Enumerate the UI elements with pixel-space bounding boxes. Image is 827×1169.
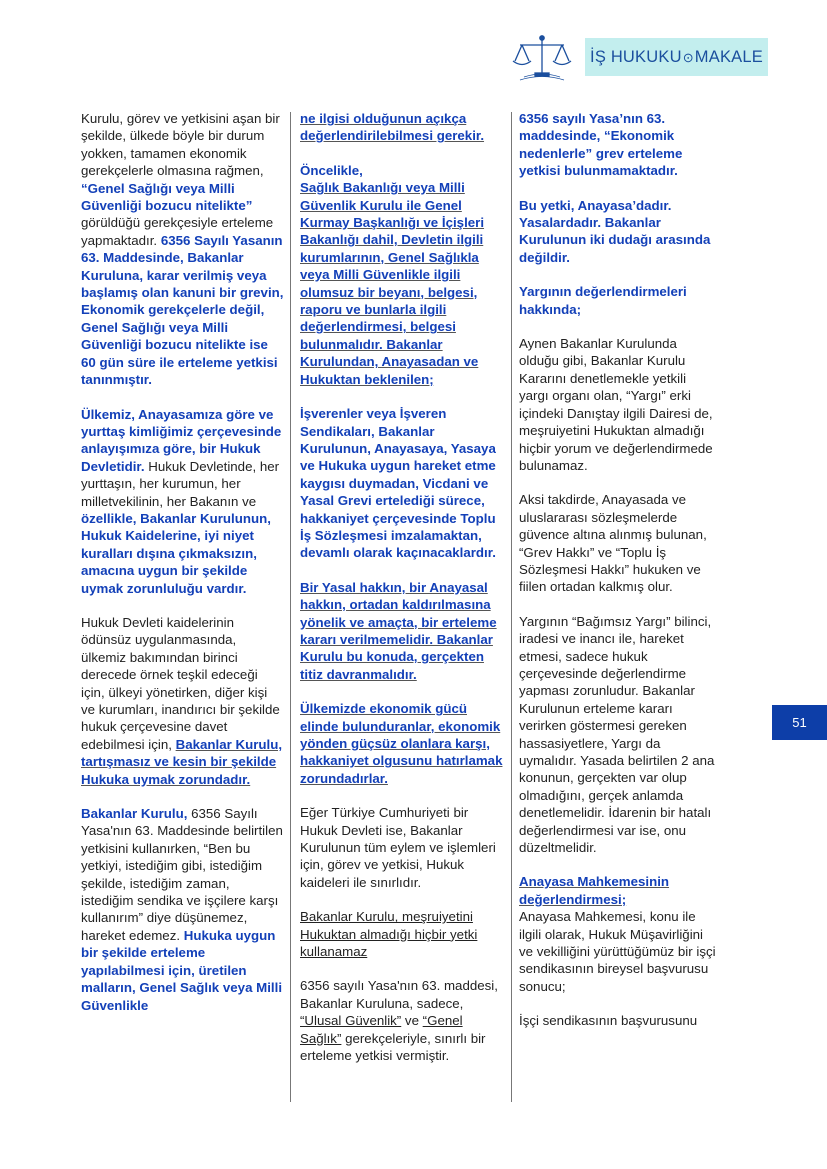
- text-run: ve: [401, 1013, 423, 1029]
- paragraph: [519, 283, 719, 318]
- text-run: ne ilgisi olduğunun açıkça değerlendirilebilmesi gerekir.: [300, 111, 485, 144]
- text-run: İşverenler veya İşveren Sendikaları, Bakanlar Kurulunun, Anayasaya, Yasaya ve Hukuka uygun hareket etme kaygısı duymadan, Vicdani ve Yasal Grevi ertelediği sürece, hakkaniyet çerçevesinde Toplu İş Sözleşmesi imzalamaktan, devamlı olarak kaçınacaklardır.: [300, 406, 496, 561]
- section-tag: [585, 38, 768, 76]
- text-run: “Genel Sağlık”: [300, 1013, 463, 1046]
- scales-of-justice-logo: [510, 33, 574, 81]
- text-run: Hukuk Devleti kaidelerinin ödünsüz uygulanmasında, ülkemiz bakımından birinci derecede örnek teşkil edeceği için, ülkeyi yönetirken, diğer kişi ve kurumları, inandırıcı bir şekilde hukuk çerçevesine davet edebilmesi için,: [81, 614, 280, 752]
- text-run: 6356 Sayılı Yasa'nın 63. Maddesinde belirtilen yetkisini kullanırken, “Ben bu yetkiyi, istediğim gibi, istediğim şekilde, istediğim zaman, istediğim sendika ve işçilere karşı kullanırım” diye düşünemez, hareket edemez.: [81, 806, 283, 943]
- column-1: [81, 110, 284, 1031]
- paragraph: [300, 908, 506, 960]
- paragraph: [81, 110, 284, 389]
- text-run: 6356 sayılı Yasa'nın 63. maddesi, Bakanlar Kuruluna, sadece,: [300, 978, 498, 1011]
- section-tag-part2: MAKALE: [694, 48, 763, 66]
- section-tag-part1: İŞ HUKUKU: [590, 48, 682, 66]
- text-run: Kurulu, görev ve yetkisini aşan bir şekilde, ülkede böyle bir durum yokken, tamamen ekonomik gerekçelerle olmasına rağmen,: [81, 111, 280, 179]
- text-run: Hukuka uygun bir şekilde erteleme yapılabilmesi için, üretilen malların, Genel Sağlık veya Milli Güvenlikle: [81, 927, 283, 1013]
- paragraph: [519, 197, 719, 267]
- column-2: [300, 110, 506, 1082]
- column-divider-1: [290, 112, 291, 1102]
- text-run: özellikle, Bakanlar Kurulunun, Hukuk Kaidelerine, iyi niyet kuralları dışına çıkmaksızın, amacına uygun bir şekilde uymak zorunluluğu vardır.: [81, 510, 271, 596]
- paragraph: [519, 873, 719, 995]
- paragraph: [300, 700, 506, 787]
- text-run: 6356 Sayılı Yasanın 63. Maddesinde, Bakanlar Kuruluna, karar verilmiş veya başlamış olan kanuni bir grevin, Ekonomik gerekçelerle değil, Genel Sağlığı veya Milli Güvenliği bozucu nitelikte ise 60 gün süre ile erteleme yetkisi tanınmıştır.: [81, 232, 284, 388]
- text-run: Hukuk Devletinde, her yurttaşın, her kurumun, her milletvekilinin, her Bakanın ve: [81, 458, 280, 509]
- paragraph: [519, 110, 719, 180]
- text-run: Aynen Bakanlar Kurulunda olduğu gibi, Bakanlar Kurulu Kararını denetlemekle yetkili yargı organı olan, “Yargı” erki içindeki Danıştay ilgili Dairesi de, meşruiyetini Hukuktan almadığı hiçbir yorum ve değerlendirmede bulunamaz.: [519, 336, 713, 473]
- paragraph: [300, 579, 506, 683]
- column-divider-2: [511, 112, 512, 1102]
- text-run: “Ulusal Güvenlik”: [300, 1013, 402, 1029]
- text-run: Bakanlar Kurulu, meşruiyetini Hukuktan almadığı hiçbir yetki kullanamaz: [300, 909, 478, 960]
- text-run: Aksi takdirde, Anayasada ve uluslararası sözleşmelerde güvence altına alınmış bulunan, “Grev Hakkı” ve “Toplu İş Sözleşmesi Hakkı” hukuken ve fiilen ortadan kalkmış olur.: [519, 492, 707, 595]
- paragraph: [81, 805, 284, 1014]
- paragraph: [519, 1012, 719, 1029]
- text-run: Ülkemiz, Anayasamıza göre ve yurttaş kimliğimiz çerçevesinde anlayışımıza göre, bir Hukuk Devletidir.: [81, 406, 282, 474]
- page-number-badge: 51: [772, 705, 827, 740]
- paragraph: [519, 335, 719, 474]
- text-run: “Genel Sağlığı veya Milli Güvenliği bozucu nitelikte”: [81, 180, 253, 214]
- paragraph: [81, 406, 284, 597]
- text-run: Yargının “Bağımsız Yargı” bilinci, iradesi ve inancı ile, hareket etmesi, sadece hukuk çerçevesinde değerlendirme yapması zorunludur. Bakanlar Kurulunun erteleme kararı verirken göstermesi gereken hassasiyetlere, Yargı da uymalıdır. Yasada belirtilen 2 ana konunun, gerçekten var olup olmadığını, gerçek anlamda denetlemelidir. İdarenin bir hatalı değerlendirmesi var ise, onu düzeltmelidir.: [519, 613, 715, 856]
- paragraph: [300, 804, 506, 891]
- text-run: Öncelikle,: [300, 162, 363, 178]
- paragraph: [300, 162, 506, 388]
- text-run: Bakanlar Kurulu,: [81, 806, 188, 822]
- paragraph: [300, 110, 506, 145]
- text-run: Eğer Türkiye Cumhuriyeti bir Hukuk Devleti ise, Bakanlar Kurulunun tüm eylem ve işlemleri için, görev ve yetkisi, Hukuk kaideleri ile sınırlıdır.: [300, 805, 496, 890]
- text-run: gerekçeleriyle, sınırlı bir erteleme yetkisi vermiştir.: [300, 1030, 486, 1064]
- text-run: Anayasa Mahkemesi, konu ile ilgili olarak, Hukuk Müşavirliğini ve vekilliğini yürüttüğümüz bir işçi sendikasının bireysel başvurusu sonucu;: [519, 909, 716, 994]
- section-tag-separator: ⊙: [682, 50, 694, 65]
- paragraph: [519, 613, 719, 857]
- text-run: Anayasa Mahkemesinin değerlendirmesi;: [519, 874, 670, 907]
- text-run: 6356 sayılı Yasa’nın 63. maddesinde, “Ekonomik nedenlerle” grev erteleme yetkisi bulunmamaktadır.: [519, 111, 683, 179]
- text-run: Yargının değerlendirmeleri hakkında;: [519, 284, 687, 317]
- paragraph: [300, 977, 506, 1064]
- text-run: Sağlık Bakanlığı veya Milli Güvenlik Kurulu ile Genel Kurmay Başkanlığı ve İçişleri Bakanlığı dahil, Devletin ilgili kurumlarının, Genel Sağlıkla veya Milli Güvenlikle ilgili olumsuz bir beyanı, belgesi, raporu ve bunlarla ilgili değerlendirmesi, belgesi bulunmalıdır. Bakanlar Kurulundan, Anayasadan ve Hukuktan beklenilen;: [300, 180, 485, 387]
- column-3: [519, 110, 719, 1047]
- text-run: Ülkemizde ekonomik gücü elinde bulunduranlar, ekonomik yönden güçsüz olanlara karşı, hakkaniyet olgusunu hatırlamak zorundadırlar.: [300, 701, 503, 786]
- text-run: Bir Yasal hakkın, bir Anayasal hakkın, ortadan kaldırılmasına yönelik ve amaçta, bir erteleme kararı verilmemelidir. Bakanlar Kurulu bu konuda, gerçekten titiz davranmalıdır.: [300, 579, 497, 682]
- text-run: Bakanlar Kurulu, tartışmasız ve kesin bir şekilde Hukuka uymak zorundadır.: [81, 736, 283, 787]
- paragraph: [300, 405, 506, 562]
- paragraph: [519, 491, 719, 595]
- text-run: görüldüğü gerekçesiyle erteleme yapmaktadır.: [81, 215, 274, 248]
- paragraph: [81, 614, 284, 788]
- text-run: Bu yetki, Anayasa’dadır. Yasalardadır. Bakanlar Kurulunun iki dudağı arasında değildir.: [519, 197, 711, 265]
- text-run: İşçi sendikasının başvurusunu: [519, 1013, 698, 1029]
